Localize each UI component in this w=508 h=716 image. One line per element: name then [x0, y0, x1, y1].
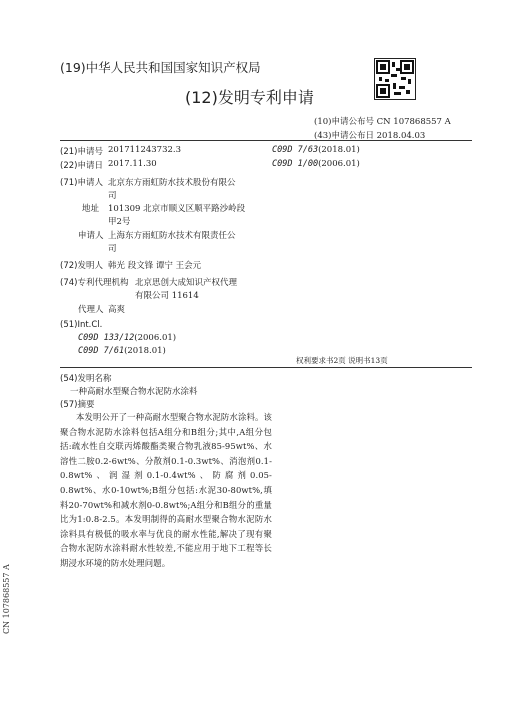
ipc-2-year: (2018.01) [124, 346, 166, 356]
header-rule [60, 140, 472, 141]
applicant2: 上海东方雨虹防水技术有限责任公 [108, 231, 236, 241]
inventors-label: (72)发明人 [60, 261, 103, 271]
agent: 高爽 [108, 305, 126, 315]
publication-date: (43)申请公布日 2018.04.03 [314, 131, 426, 141]
qr-code-icon [374, 58, 416, 100]
abstract-label: (57)摘要 [60, 400, 95, 410]
ipc-4-year: (2006.01) [318, 159, 360, 169]
applicant2-label: 申请人 [78, 231, 104, 241]
applicant2-cont: 司 [108, 244, 117, 254]
address-cont: 甲2号 [108, 217, 131, 227]
ipc-1-year: (2006.01) [134, 333, 177, 343]
pages-info: 权利要求书2页 说明书13页 [296, 356, 388, 365]
ipc-4-code: C09D 1/00 [272, 159, 319, 169]
ipc-2 [78, 346, 166, 356]
address-label: 地址 [82, 204, 100, 214]
publication-number: (10)申请公布号 CN 107868557 A [314, 117, 451, 127]
document-type: (12)发明专利申请 [185, 88, 314, 107]
ipc-3-year: (2018.01) [318, 145, 360, 155]
applicant-cont: 司 [108, 191, 117, 201]
app-no-label: (21)申请号 [60, 147, 103, 157]
app-no: 201711243732.3 [108, 145, 182, 155]
ipc-3 [272, 145, 360, 155]
applicant-label: (71)申请人 [60, 178, 103, 188]
ipc-2-code: C09D 7/61 [78, 346, 125, 356]
inventors: 韩光 段文锋 谭宁 王会元 [108, 261, 202, 271]
abstract-text: 本发明公开了一种高耐水型聚合物水泥防水涂料。该聚合物水泥防水涂料包括A组分和B组分;其中,A组分包括:疏水性自交联丙烯酸酯类聚合物乳液85-95wt%、水溶性二胺0.2-6wt%、分散剂0.1-0.3wt%、消泡剂0.1-0.8wt%、润湿剂0.1-0.4wt%、防腐剂0.05-0.8wt%、水0-10wt%;B组分包括:水泥30-80wt%,填料20-70wt%和减水剂0-0.8wt%;A组分和B组分的重量比为1:0.8-2.5。本发明制得的高耐水型聚合物水泥防水涂料具有极低的吸水率与优良的耐水性能,解决了现有聚合物水泥防水涂料耐水性较差,不能应用于地下工程等长期浸水环境的防水处理问题。 [60, 412, 272, 568]
app-date: 2017.11.30 [108, 159, 157, 169]
side-publication-number: CN 107868557 A [2, 564, 11, 634]
address: 101309 北京市顺义区顺平路沙岭段 [108, 204, 246, 214]
middle-rule [60, 367, 472, 368]
ipc-4 [272, 159, 360, 169]
ipc-3-code: C09D 7/63 [272, 145, 319, 155]
agency: 北京思创大成知识产权代理 [135, 278, 238, 288]
agency-label: (74)专利代理机构 [60, 278, 129, 288]
agent-label: 代理人 [78, 305, 104, 315]
ipc-label: (51)Int.Cl. [60, 320, 103, 330]
applicant: 北京东方雨虹防水技术股份有限公 [108, 178, 236, 188]
title-label: (54)发明名称 [60, 374, 112, 384]
app-date-label: (22)申请日 [60, 161, 103, 171]
ipc-1-code: C09D 133/12 [78, 333, 135, 343]
ipc-1 [78, 333, 176, 343]
invention-title: 一种高耐水型聚合物水泥防水涂料 [70, 387, 198, 397]
agency-cont: 有限公司 11614 [135, 291, 199, 301]
office-name: (19)中华人民共和国国家知识产权局 [60, 60, 261, 75]
